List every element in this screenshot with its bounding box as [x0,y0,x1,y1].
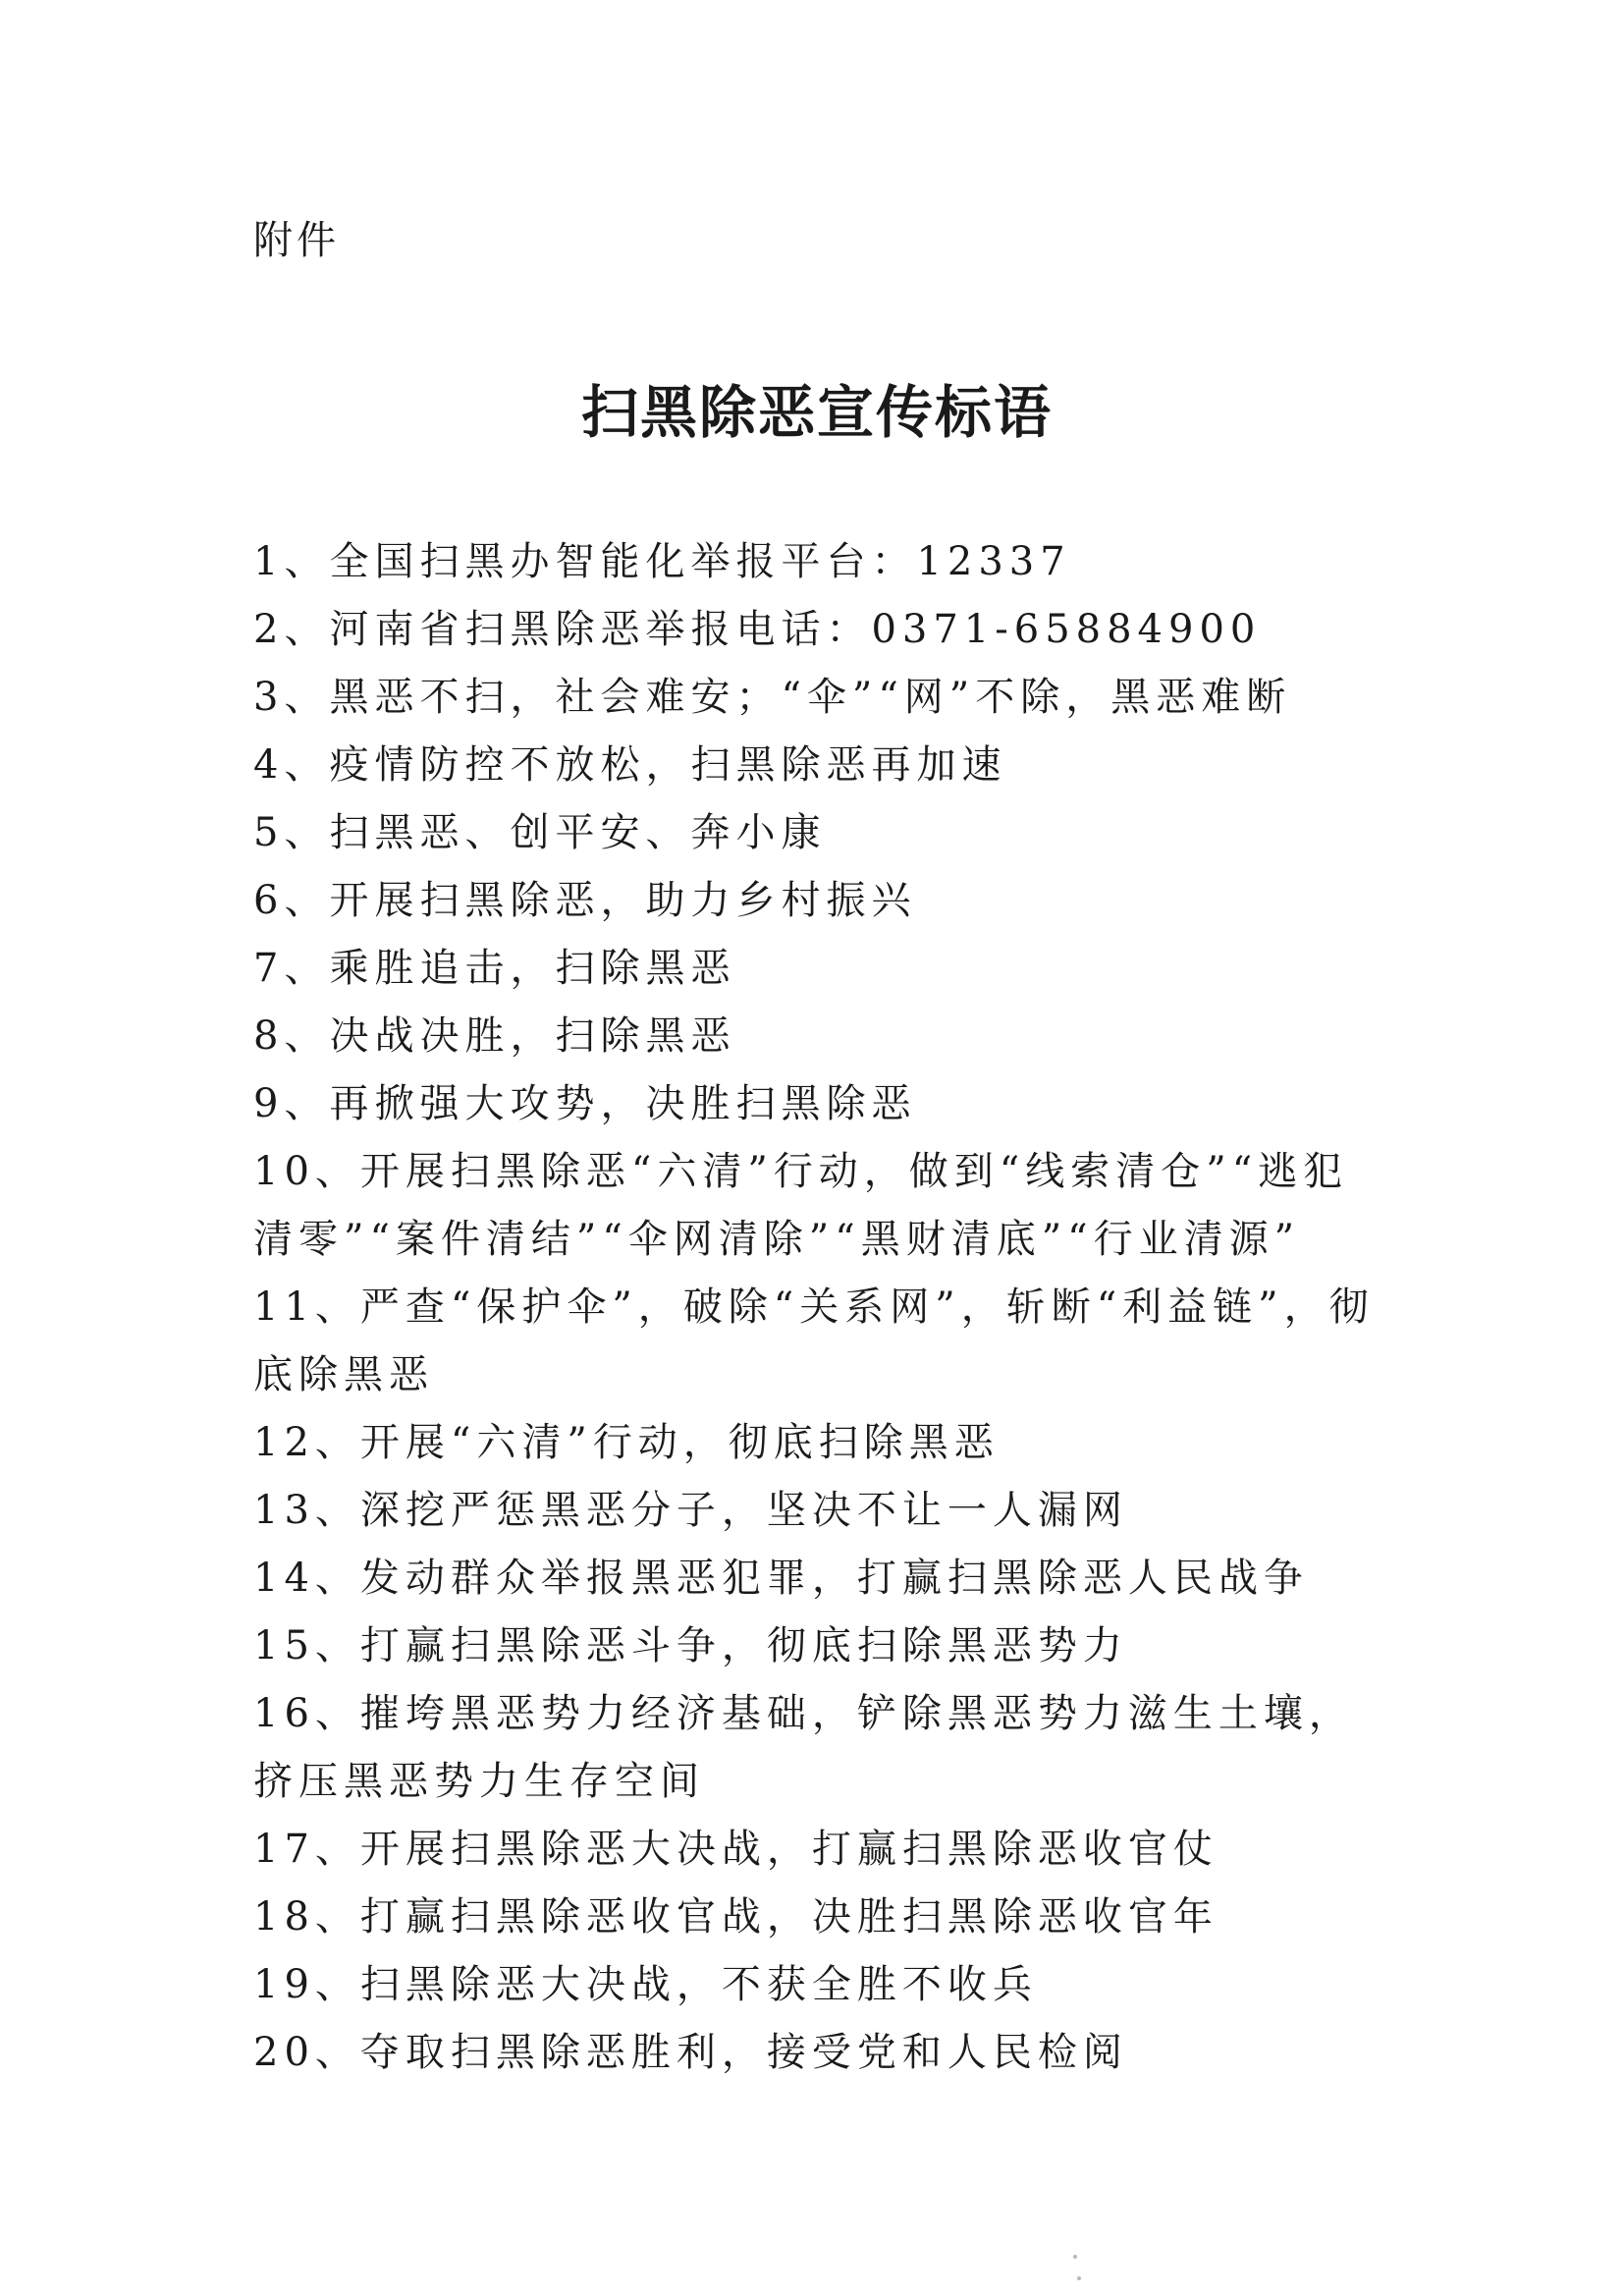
slogan-item: 13、深挖严惩黑恶分子，坚决不让一人漏网 [253,1488,1128,1533]
slogan-item: 1、全国扫黑办智能化举报平台：12337 [253,539,1071,584]
slogan-item: 9、再掀强大攻势，决胜扫黑除恶 [253,1081,917,1126]
slogan-item: 2、河南省扫黑除恶举报电话：0371-65884900 [253,607,1262,652]
document-title: 扫黑除恶宣传标语 [580,379,1053,446]
scan-speck [1077,2276,1081,2280]
slogan-item: 19、扫黑除恶大决战，不获全胜不收兵 [253,1962,1038,2007]
slogan-item: 5、扫黑恶、创平安、奔小康 [253,810,827,855]
attachment-label: 附件 [253,218,340,263]
slogan-item: 6、开展扫黑除恶，助力乡村振兴 [253,878,917,923]
slogan-item: 12、开展“六清”行动，彻底扫除黑恶 [253,1420,1000,1465]
slogan-item: 11、严查“保护伞”，破除“关系网”，斩断“利益链”，彻底除黑恶 [253,1285,1375,1397]
slogan-item: 4、疫情防控不放松，扫黑除恶再加速 [253,742,1007,788]
slogan-item: 17、开展扫黑除恶大决战，打赢扫黑除恶收官仗 [253,1827,1218,1872]
slogan-item: 3、黑恶不扫，社会难安；“伞”“网”不除，黑恶难断 [253,675,1292,720]
slogan-item: 7、乘胜追击，扫除黑恶 [253,946,736,991]
slogan-item: 20、夺取扫黑除恶胜利，接受党和人民检阅 [253,2030,1128,2075]
slogan-item: 10、开展扫黑除恶“六清”行动，做到“线索清仓”“逃犯清零”“案件清结”“伞网清除”“黑财清底”“行业清源” [253,1149,1349,1262]
slogan-item: 18、打赢扫黑除恶收官战，决胜扫黑除恶收官年 [253,1894,1218,1940]
slogan-list [253,528,1392,2087]
slogan-item: 15、打赢扫黑除恶斗争，彻底扫除黑恶势力 [253,1623,1128,1668]
slogan-item: 14、发动群众举报黑恶犯罪，打赢扫黑除恶人民战争 [253,1556,1309,1601]
slogan-item: 8、决战决胜，扫除黑恶 [253,1013,736,1059]
slogan-item: 16、摧垮黑恶势力经济基础，铲除黑恶势力滋生土壤，挤压黑恶势力生存空间 [253,1691,1354,1804]
scan-speck [1073,2255,1077,2259]
